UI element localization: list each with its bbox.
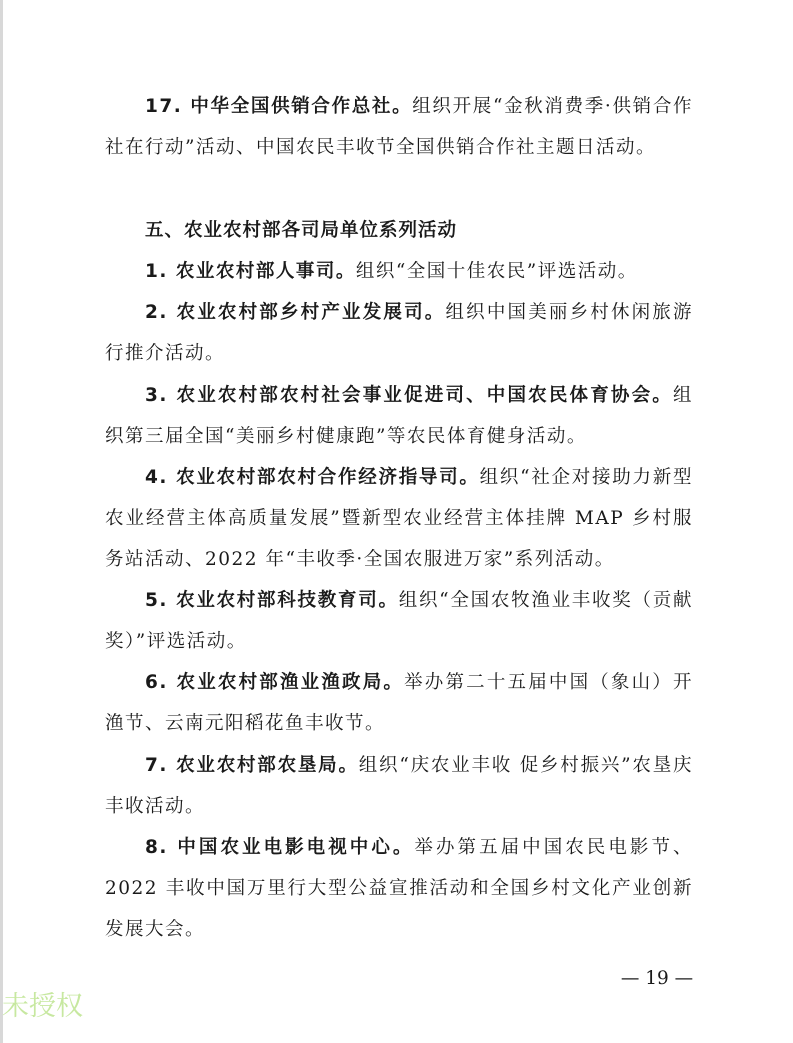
paragraph-lead: 1. 农业农村部人事司。 — [145, 261, 356, 282]
paragraph-lead: 2. 农业农村部乡村产业发展司。 — [145, 302, 446, 323]
paragraph-text: 组织开展“金秋消费季·供销合作社在行动”活动、中国农民丰收节全国供销合作社主题日活动。 — [105, 96, 693, 158]
paragraph-text: 组织“全国十佳农民”评选活动。 — [355, 261, 638, 282]
page-number: — 19 — — [620, 968, 694, 989]
paragraph-text: 举办第五届中国农民电影节、2022 丰收中国万里行大型公益宣推活动和全国乡村文化产业创新发展大会。 — [105, 837, 693, 940]
paragraph-4 — [105, 457, 693, 580]
section-heading: 五、农业农村部各司局单位系列活动 — [145, 220, 458, 241]
paragraph-lead: 5. 农业农村部科技教育司。 — [145, 590, 399, 611]
paragraph-text: 组织“社企对接助力新型农业经营主体高质量发展”暨新型农业经营主体挂牌 MAP 乡村服务站活动、2022 年“丰收季·全国农服进万家”系列活动。 — [105, 467, 693, 570]
paragraph-6 — [105, 662, 693, 744]
paragraph-text: 组织“庆农业丰收 促乡村振兴”农垦庆丰收活动。 — [105, 755, 693, 817]
paragraph-17 — [105, 86, 693, 168]
paragraph-text: 组织“全国农牧渔业丰收奖（贡献奖）”评选活动。 — [105, 590, 693, 652]
paragraph-lead: 7. 农业农村部农垦局。 — [145, 755, 359, 776]
watermark: 未授权 — [2, 991, 83, 1022]
paragraph-2 — [105, 292, 693, 374]
paragraph-text: 组织第三届全国“美丽乡村健康跑”等农民体育健身活动。 — [105, 385, 693, 447]
paragraph-lead: 8. 中国农业电影电视中心。 — [145, 837, 415, 858]
paragraph-1 — [105, 251, 693, 292]
paragraph-lead: 6. 农业农村部渔业渔政局。 — [145, 672, 405, 693]
paragraph-lead: 17. 中华全国供销合作总社。 — [145, 96, 413, 117]
paragraph-8 — [105, 827, 693, 950]
paragraph-lead: 4. 农业农村部农村合作经济指导司。 — [145, 467, 480, 488]
paragraph-text: 组织中国美丽乡村休闲旅游行推介活动。 — [105, 302, 693, 364]
paragraph-lead: 3. 农业农村部农村社会事业促进司、中国农民体育协会。 — [145, 385, 673, 406]
paragraph-5 — [105, 580, 693, 662]
paragraph-text: 举办第二十五届中国（象山）开渔节、云南元阳稻花鱼丰收节。 — [105, 672, 693, 734]
paragraph-7 — [105, 745, 693, 827]
paragraph-3 — [105, 375, 693, 457]
